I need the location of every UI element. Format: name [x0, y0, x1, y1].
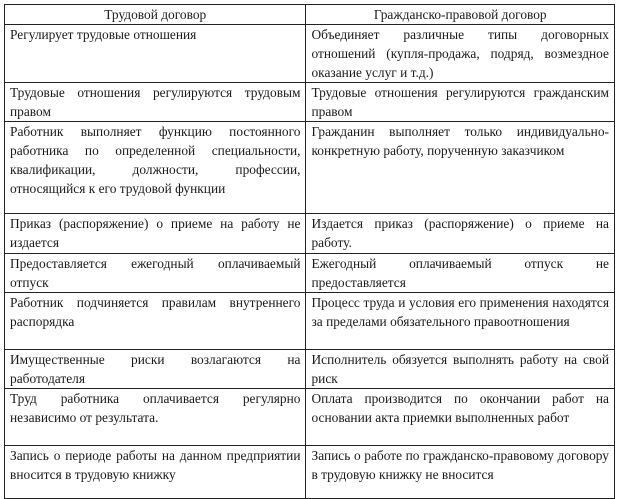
civil-contract-cell: Исполнитель обязуется выполнять работу на свой риск: [306, 350, 615, 389]
comparison-table: [4, 4, 615, 499]
labor-contract-cell: Запись о периоде работы на данном предприятии вносится в трудовую книжку: [5, 446, 306, 499]
civil-contract-cell: Гражданин выполняет только индивидуально-конкретную работу, порученную заказчиком: [306, 122, 615, 214]
labor-contract-cell: Трудовые отношения регулируются трудовым правом: [5, 83, 306, 122]
labor-contract-cell: Предоставляется ежегодный оплачиваемый отпуск: [5, 254, 306, 293]
table-row: [5, 254, 615, 293]
civil-contract-cell: Ежегодный оплачиваемый отпуск не предоставляется: [306, 254, 615, 293]
labor-contract-cell: Приказ (распоряжение) о приеме на работу не издается: [5, 214, 306, 254]
civil-contract-cell: Процесс труда и условия его применения находятся за пределами обязательного правоотношения: [306, 293, 615, 350]
labor-contract-cell: Имущественные риски возлагаются на работодателя: [5, 350, 306, 389]
labor-contract-cell: Работник выполняет функцию постоянного работника по определенной специальности, квалификации, должности, профессии, относящийся к его трудовой функции: [5, 122, 306, 214]
table-row: [5, 122, 615, 214]
table-row: [5, 214, 615, 254]
labor-contract-cell: Регулирует трудовые отношения: [5, 25, 306, 83]
table-row: [5, 83, 615, 122]
table-row: [5, 293, 615, 350]
civil-contract-cell: Запись о работе по гражданско-правовому договору в трудовую книжку не вносится: [306, 446, 615, 499]
labor-contract-cell: Работник подчиняется правилам внутреннего распорядка: [5, 293, 306, 350]
header-row: [5, 5, 615, 25]
table-row: [5, 389, 615, 446]
labor-contract-cell: Труд работника оплачивается регулярно независимо от результата.: [5, 389, 306, 446]
civil-contract-cell: Трудовые отношения регулируются гражданским правом: [306, 83, 615, 122]
civil-contract-cell: Оплата производится по окончании работ на основании акта приемки выполненных работ: [306, 389, 615, 446]
table-row: [5, 350, 615, 389]
civil-contract-cell: Издается приказ (распоряжение) о приеме на работу.: [306, 214, 615, 254]
header-civil-contract: Гражданско-правовой договор: [306, 5, 615, 25]
table-row: [5, 25, 615, 83]
header-labor-contract: Трудовой договор: [5, 5, 306, 25]
civil-contract-cell: Объединяет различные типы договорных отношений (купля-продажа, подряд, возмездное оказание услуг и т.д.): [306, 25, 615, 83]
